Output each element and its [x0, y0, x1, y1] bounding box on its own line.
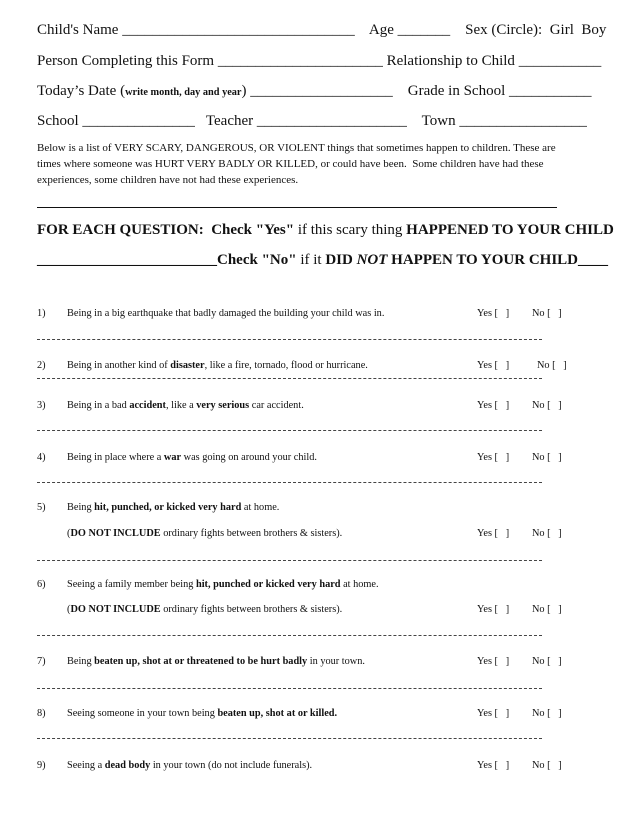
instruction-no-underline: ________________________	[37, 252, 217, 268]
date-row	[37, 83, 592, 100]
yes-checkbox[interactable]: Yes [ ]	[477, 708, 510, 719]
instruction-no-trail: ____	[578, 252, 608, 268]
question-number: 8)	[37, 708, 46, 719]
person-info-row	[37, 53, 601, 70]
no-checkbox[interactable]: No [ ]	[532, 708, 562, 719]
no-checkbox[interactable]: No [ ]	[532, 656, 562, 667]
teacher-label: Teacher	[205, 113, 254, 129]
instruction-no-mid: if it	[296, 252, 326, 268]
instruction-yes-mid: if this scary thing	[294, 222, 407, 238]
child-name-label: Child's Name	[37, 22, 119, 38]
question-note: (DO NOT INCLUDE ordinary fights between brothers & sisters).	[67, 528, 343, 539]
question-number: 2)	[37, 360, 46, 371]
question-separator	[37, 430, 542, 431]
question-note: (DO NOT INCLUDE ordinary fights between brothers & sisters).	[67, 604, 343, 615]
section-divider	[37, 207, 557, 208]
question-number: 6)	[37, 579, 46, 590]
grade-field[interactable]: ___________	[509, 83, 592, 99]
question-separator	[37, 688, 542, 689]
question-separator	[37, 560, 542, 561]
question-text: Being beaten up, shot at or threatened to be hurt badly in your town.	[67, 656, 365, 667]
question-separator	[37, 635, 542, 636]
person-completing-label: Person Completing this Form	[37, 53, 215, 69]
no-checkbox[interactable]: No [ ]	[532, 528, 562, 539]
instruction-no-check: Check "No"	[217, 252, 297, 268]
town-field[interactable]: _________________	[459, 113, 587, 129]
date-label: Today’s Date (	[37, 83, 126, 99]
yes-checkbox[interactable]: Yes [ ]	[477, 360, 510, 371]
school-row	[37, 113, 587, 130]
question-number: 1)	[37, 308, 46, 319]
age-field[interactable]: _______	[397, 22, 451, 38]
yes-checkbox[interactable]: Yes [ ]	[477, 400, 510, 411]
question-number: 7)	[37, 656, 46, 667]
no-checkbox[interactable]: No [ ]	[532, 308, 562, 319]
yes-checkbox[interactable]: Yes [ ]	[477, 656, 510, 667]
person-completing-field[interactable]: ______________________	[217, 53, 383, 69]
instruction-no-tail: HAPPEN TO YOUR CHILD	[387, 252, 578, 268]
yes-checkbox[interactable]: Yes [ ]	[477, 308, 510, 319]
town-label: Town	[421, 113, 456, 129]
no-checkbox[interactable]: No [ ]	[532, 452, 562, 463]
no-checkbox[interactable]: No [ ]	[532, 760, 562, 771]
no-checkbox[interactable]: No [ ]	[532, 604, 562, 615]
yes-checkbox[interactable]: Yes [ ]	[477, 528, 510, 539]
sex-option-girl[interactable]: Girl	[549, 22, 574, 38]
relationship-label: Relationship to Child	[386, 53, 515, 69]
instruction-no-did: DID	[325, 252, 357, 268]
question-text: Being hit, punched, or kicked very hard at home.	[67, 502, 280, 513]
child-info-row	[37, 22, 606, 39]
question-text: Seeing a family member being hit, punched or kicked very hard at home.	[67, 579, 379, 590]
question-text: Seeing a dead body in your town (do not include funerals).	[67, 760, 313, 771]
question-separator	[37, 482, 542, 483]
grade-label: Grade in School	[407, 83, 506, 99]
question-separator	[37, 738, 542, 739]
question-text: Being in another kind of disaster, like a fire, tornado, flood or hurricane.	[67, 360, 368, 371]
date-hint: write month, day and year	[125, 87, 242, 98]
question-text: Being in a bad accident, like a very serious car accident.	[67, 400, 304, 411]
instruction-yes-check: Check "Yes"	[211, 222, 295, 238]
question-text: Being in a big earthquake that badly damaged the building your child was in.	[67, 308, 385, 319]
child-name-field[interactable]: _______________________________	[122, 22, 355, 38]
instruction-no	[37, 252, 608, 269]
sex-option-boy[interactable]: Boy	[581, 22, 607, 38]
instruction-yes-tail: HAPPENED TO YOUR CHILD	[406, 222, 614, 238]
relationship-field[interactable]: ___________	[518, 53, 602, 69]
question-separator	[37, 378, 542, 379]
yes-checkbox[interactable]: Yes [ ]	[477, 760, 510, 771]
instruction-yes	[37, 222, 614, 239]
question-number: 3)	[37, 400, 46, 411]
question-number: 4)	[37, 452, 46, 463]
yes-checkbox[interactable]: Yes [ ]	[477, 452, 510, 463]
question-text: Seeing someone in your town being beaten up, shot at or killed.	[67, 708, 338, 719]
school-field[interactable]: _______________	[82, 113, 195, 129]
date-field[interactable]: ___________________	[250, 83, 393, 99]
teacher-field[interactable]: ____________________	[256, 113, 407, 129]
instruction-no-not: NOT	[356, 252, 388, 268]
instruction-lead: FOR EACH QUESTION:	[37, 222, 204, 238]
intro-line-1: Below is a list of VERY SCARY, DANGEROUS, OR VIOLENT things that sometimes happen to children. These are	[37, 142, 556, 154]
question-number: 5)	[37, 502, 46, 513]
sex-label: Sex (Circle):	[465, 22, 543, 38]
question-text: Being in place where a war was going on around your child.	[67, 452, 317, 463]
intro-line-3: experiences, some children have not had these experiences.	[37, 174, 299, 186]
school-label: School	[37, 113, 79, 129]
no-checkbox[interactable]: No [ ]	[532, 400, 562, 411]
intro-line-2: times where someone was HURT VERY BADLY OR KILLED, or could have been. Some children have had these	[37, 158, 544, 170]
question-separator	[37, 339, 542, 340]
question-number: 9)	[37, 760, 46, 771]
age-label: Age	[368, 22, 394, 38]
date-label-close: )	[241, 83, 247, 99]
yes-checkbox[interactable]: Yes [ ]	[477, 604, 510, 615]
no-checkbox[interactable]: No [ ]	[537, 360, 567, 371]
